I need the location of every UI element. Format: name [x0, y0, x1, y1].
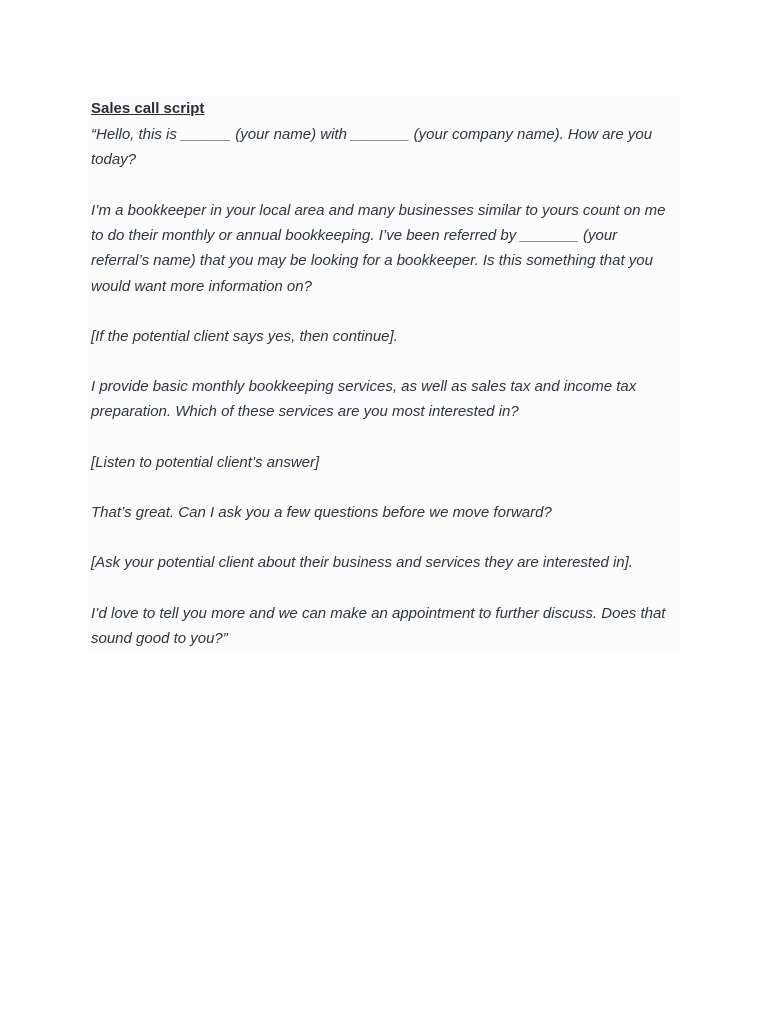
- text-line: would want more information on?: [91, 277, 312, 295]
- instruction-paragraph: [91, 324, 681, 349]
- text-line: today?: [91, 151, 137, 169]
- text-line: sound good to you?”: [91, 630, 228, 648]
- instruction-paragraph: [91, 550, 681, 575]
- text-line: [Ask your potential client about their business and services they are interested in].: [91, 554, 633, 571]
- questions-paragraph: [91, 500, 681, 525]
- closing-paragraph: [91, 601, 681, 651]
- text-line: [Listen to potential client’s answer]: [91, 454, 320, 471]
- greeting-paragraph: [91, 122, 681, 172]
- text-line: to do their monthly or annual bookkeeping. I’ve been referred by _______ (your: [91, 227, 618, 245]
- text-line: I’m a bookkeeper in your local area and many businesses similar to yours count on me: [91, 202, 666, 219]
- text-line: I’d love to tell you more and we can make an appointment to further discuss. Does that: [91, 605, 666, 622]
- text-line: preparation. Which of these services are you most interested in?: [91, 403, 519, 421]
- text-line: I provide basic monthly bookkeeping services, as well as sales tax and income tax: [91, 378, 637, 395]
- text-line: referral’s name) that you may be looking for a bookkeeper. Is this something that you: [91, 252, 653, 270]
- document-title: Sales call script: [91, 100, 205, 117]
- instruction-paragraph: [91, 450, 681, 475]
- text-line: [If the potential client says yes, then continue].: [91, 328, 398, 345]
- services-paragraph: [91, 374, 681, 424]
- introduction-paragraph: [91, 198, 681, 299]
- text-line: That’s great. Can I ask you a few questions before we move forward?: [91, 504, 552, 521]
- text-line: “Hello, this is ______ (your name) with _______ (your company name). How are you: [91, 126, 653, 143]
